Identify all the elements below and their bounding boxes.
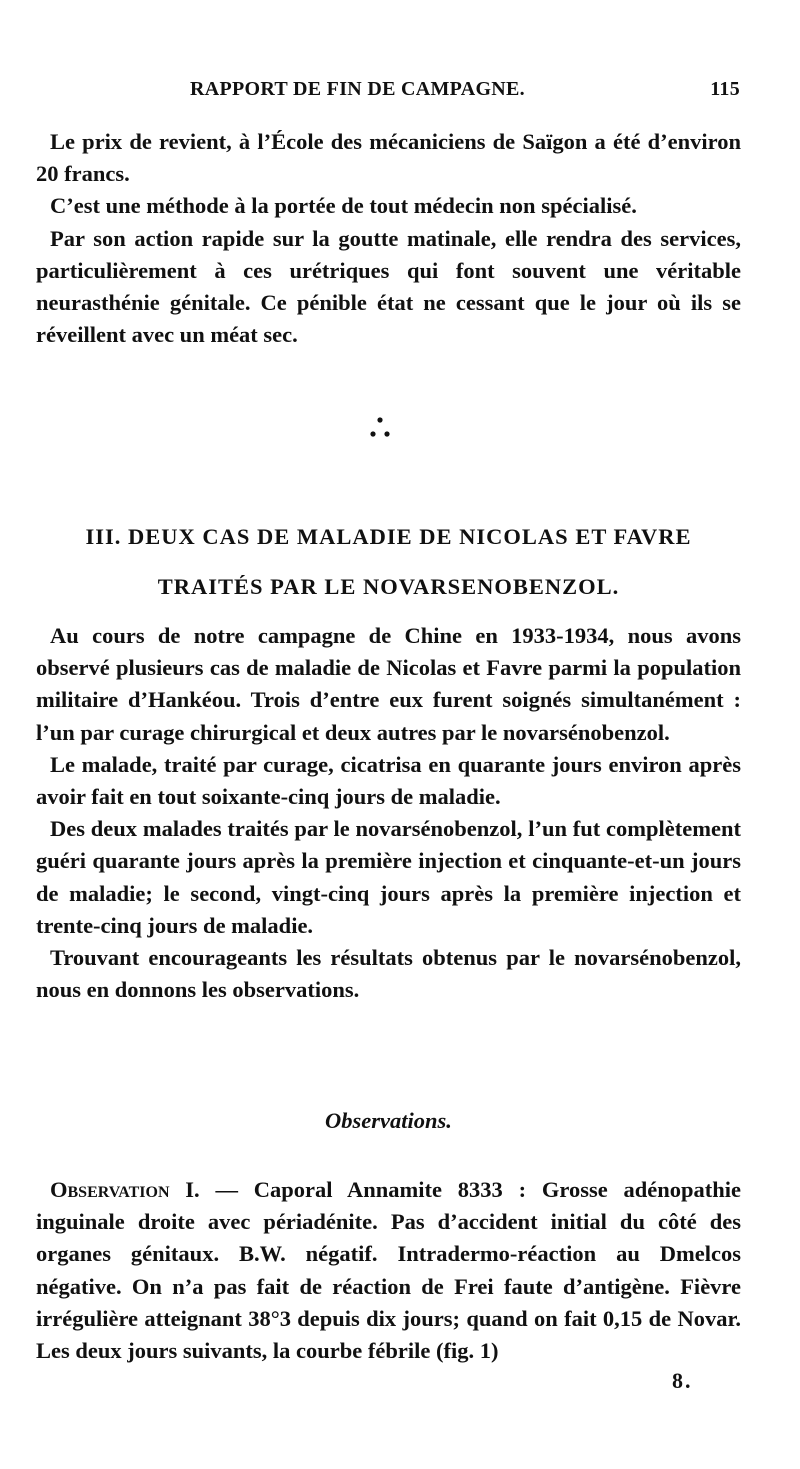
ornament-dot-right xyxy=(384,431,389,436)
running-title: RAPPORT DE FIN DE CAMPAGNE. xyxy=(190,78,525,100)
signature-mark: 8. xyxy=(672,1368,693,1393)
observation-1 xyxy=(36,1174,741,1367)
section-body xyxy=(36,620,741,1006)
observation-1-text: — Caporal Annamite 8333 : Grosse adénopathie inguinale droite avec périadénite. Pas d’accident initial du côté des organes génitaux. B.W. négatif. Intradermo-réaction au Dmelcos négative. On n’a pas fait de réaction de Frei faute d’antigène. Fièvre irrégulière atteignant 38°3 depuis dix jours; quand on fait 0,15 de Novar. Les deux jours suivants, la courbe fébrile (fig. 1) xyxy=(36,1177,742,1364)
intro-paragraph-3: Par son action rapide sur la goutte matinale, elle rendra des services, particulièrement à ces urétriques qui font souvent une véritable neurasthénie génitale. Ce pénible état ne cessant que le jour où ils se réveillent avec un méat sec. xyxy=(36,225,741,348)
section-title-line-2: TRAITÉS PAR LE NOVARSENOBENZOL. xyxy=(157,574,620,599)
intro-paragraph-1: Le prix de revient, à l’École des mécaniciens de Saïgon a été d’environ 20 francs. xyxy=(36,129,741,187)
ornament-dot-top xyxy=(377,417,382,422)
intro-paragraph-2: C’est une méthode à la portée de tout médecin non spécialisé. xyxy=(50,193,637,219)
section-paragraph-2: Le malade, traité par curage, cicatrisa en quarante jours environ après avoir fait en tout soixante-cinq jours de maladie. xyxy=(36,751,741,810)
intro-text xyxy=(36,126,741,351)
section-paragraph-3: Des deux malades traités par le novarsénobenzol, l’un fut complètement guéri quarante jours après la première injection et cinquante-et-un jours de maladie; le second, vingt-cinq jours après la première injection et trente-cinq jours de maladie. xyxy=(36,816,741,938)
section-separator-ornament xyxy=(360,408,400,448)
observation-block xyxy=(36,1174,741,1367)
observations-heading: Observations. xyxy=(325,1108,452,1133)
section-title xyxy=(36,512,741,612)
page-number: 115 xyxy=(710,78,740,100)
observation-1-label: Observation I. xyxy=(50,1177,200,1202)
section-title-line-1: III. DEUX CAS DE MALADIE DE NICOLAS ET FAVRE xyxy=(85,524,692,549)
ornament-dot-left xyxy=(370,431,375,436)
section-paragraph-1: Au cours de notre campagne de Chine en 1933-1934, nous avons observé plusieurs cas de maladie de Nicolas et Favre parmi la population militaire d’Hankéou. Trois d’entre eux furent soignés simultanément : l’un par curage chirurgical et deux autres par le novarsénobenzol. xyxy=(36,623,741,745)
section-paragraph-4: Trouvant encourageants les résultats obtenus par le novarsénobenzol, nous en donnons les observations. xyxy=(36,945,741,1003)
running-header xyxy=(190,78,740,118)
